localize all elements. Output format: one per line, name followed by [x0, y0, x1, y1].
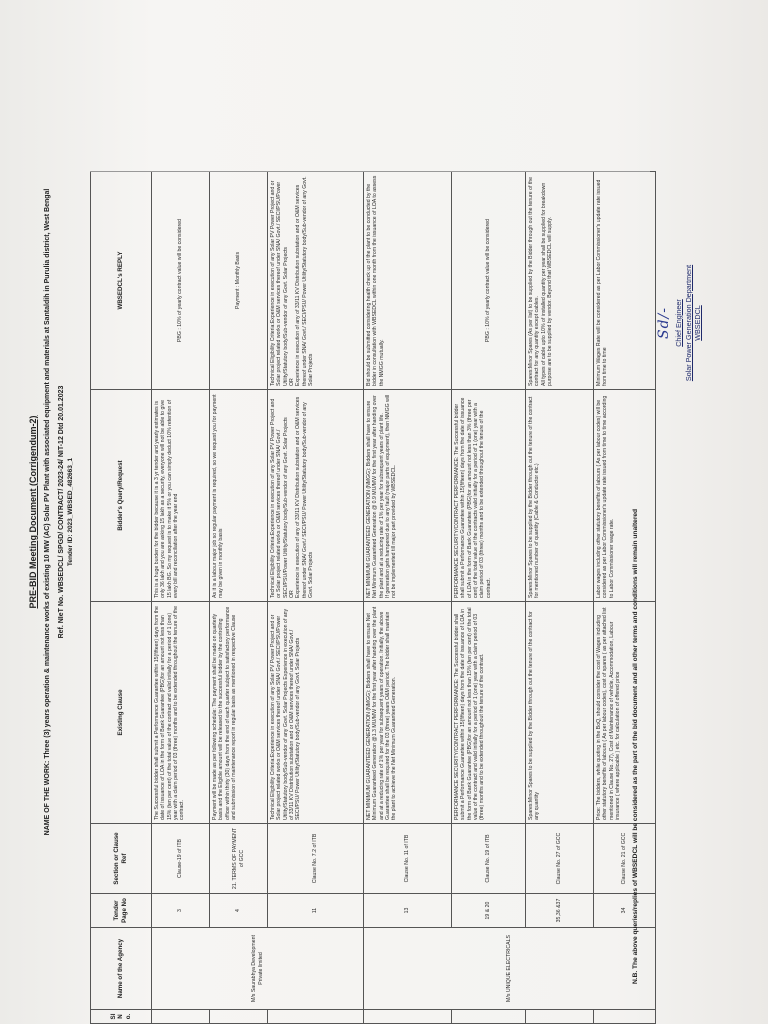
- cell-query: Spares:Minor Spares to be supplied by the Bidder through out the tenure of the contract for mentioned number of quantity (Cable & Conductor etc.): [526, 390, 594, 602]
- cell-page: 3: [152, 894, 210, 928]
- signatory-department: Solar Power Generation Department: [683, 264, 693, 382]
- cell-clause-ref: Clause No. 11 of ITB: [364, 824, 452, 894]
- cell-existing: Technical Eligibility Criteria:Experience in execution of any Solar PV Power Project and or Solar project related works or O&M services thereof under SNA/ Govt./ SECI/PSU/Power Utility/Statutory body/Sub-vendor of any Govt. Solar Projects Experience in execution of any of 33/11 KV Distribution substation and or O&M services thereof under SNA/ Govt./ SECI/PSU/ Power Utility/Statutory body/Sub-vendor of any Govt. Solar Projects: [268, 602, 364, 824]
- name-of-work: NAME OF THE WORK: Three (3) years operation & maintenance works of existing 10 MW (AC) Solar PV Plant with associated equipment and materials at Santaldih in Purulia district, West Bengal: [44, 188, 51, 836]
- cell-reply: Bid should be submitted considering health check up of the plant to be conducted by the bidder in consultation with WBSEDCL within one month from the issuance of LOA to assess the NMGG mutually.: [364, 172, 452, 390]
- cell-existing: PERFORMANCE SECURITY/CONTRACT PERFORMANCE: The Successful bidder shall submit a Performance Guarantee within 15(fifteen) days from the date of issuance of LOA in the form of Bank Guarantee (PBG)for an amount not less than 15% (ten per cent) of the total value of the contract and valid initially for a period of 1 (one) year with a claim period of 03 (three) months and to be extended throughout the tenure of the contract.: [452, 602, 526, 824]
- cell-query: NET MINIMUM GUARANTEED GENERATION (NMGG): Bidders shall have to ensure Net Minimum Guaranteed Generation @ 0.9 MU/MW for the first year after handing over the plant and at a reducing rate of 1% per year for subsequent years of plant life. If generation gets hampered due to any fault (major parts of equipment), then NMGG will not be implemented till major part provided by WBSEDCL.: [364, 390, 452, 602]
- signatory-org: WBSEDCL: [693, 305, 703, 341]
- cell-page: 35,36 &37: [526, 894, 594, 928]
- cell-query: Labor wages including other statutory benefits of labours ( As per labour codes) will be considered as per Labor Commissioner's update rate issued from time to time according to Labor Commissioner wage rate.: [594, 390, 656, 602]
- cell-sl: [452, 1010, 526, 1024]
- cell-existing: NET MINIMUM GUARANTEED GENERATION (NMGG): Bidders shall have to ensure Net Minimum Guaranteed Generation @1.3 MU/MW for the first year after handing over the plant and at a reducing rate of 1% per year for subsequent years of operation. Initially, the above Guarantee shall be required for the 03 (three) years O&M period. The bidder shall maintain the plant to achieve the Net Minimum Guaranteed Generation.: [364, 602, 452, 824]
- tender-id: Tender ID: 2023_WBSED_482663_1: [67, 457, 74, 567]
- cell-reply: Spares:Minor Spares (As per list) to be supplied by the Bidder through out the tenure of the contract for any quantity except cables. All types of cable upto 10% of installed quantity per year shall be supplied for breakdown purpose are to be supplied by vendor. Beyond that WBSEDCL will supply.: [526, 172, 594, 390]
- table-header-row: [91, 172, 152, 1024]
- col-page: Tender Page No: [91, 894, 152, 928]
- col-existing-clause: Existing Clause: [91, 602, 152, 824]
- cell-clause-ref: Clause No. 27 of GCC: [526, 824, 594, 894]
- table-row: [452, 172, 526, 1024]
- cell-page: 34: [594, 894, 656, 928]
- col-reply: WBSEDCL's REPLY: [91, 172, 152, 390]
- signature-block: [655, 218, 703, 428]
- col-bidder-query: Bidder's Query/Request: [91, 390, 152, 602]
- cell-existing: The Successful bidder shall submit a Performance Guarantee within 15(fifteen) days from the date of issuance of LOA in the form of Bank Guarantee (PBG)for an amount not less than 15% (ten per cent) of the total value of the contract and valid initially for a period of 1 (one) year with a claim period of 03 (three) months and to be extended throughout the tenure of the contract.: [152, 602, 210, 824]
- cell-clause-ref: Clause-19 of ITB: [152, 824, 210, 894]
- footer-note: N.B. The above queries/replies of WBSEDCL will be considered as the part of the bid document and all other terms and conditions will remain unaltered: [632, 508, 639, 984]
- cell-sl: [268, 1010, 364, 1024]
- query-reply-table: [90, 171, 656, 1024]
- signature-scrawl: Sd/-: [656, 307, 672, 339]
- cell-query: PERFORMANCE SECURITY/CONTRACT PERFORMANCE: The Successful bidder shall submit a Performance Guarantee within 15(fifteen) days from the date of issuance of LOA in the form of Bank Guarantee (PBG)for an amount not less than 3% (three per cent) of the total value of the contracts valid initially for a period of 1 (one) year with a claim period of 03 (three) months and to be extended throughout the tenure of the contract.: [452, 390, 526, 602]
- cell-page: 4: [210, 894, 268, 928]
- cell-reply: PBG : 10% of yearly contract value will be considered: [152, 172, 210, 390]
- cell-page: 13: [364, 894, 452, 928]
- cell-query: Technical Eligibility Criteria:Experience in execution of any Solar PV Power Project and or Solar project related works or O&M services thereof under SNA/ Govt./ SECI/PSU/Power Utility/Statutory body/Sub-vendor of any Govt. Solar Projects OR Experience in execution of any of 33/11 KV Distribution substation and or O&M services thereof under SNA/ Govt./ SECI/PSU/ Power Utility/Statutory body/Sub-vendor of any Govt. Solar Projects: [268, 390, 364, 602]
- table-row: [268, 172, 364, 1024]
- table-row: [364, 172, 452, 1024]
- cell-reply: Technical Eligibility Criteria:Experience in execution of any Solar PV Power Project and or Solar project related works or O&M services thereof under SNA/ Govt./ SECI/PSU/Power Utility/Statutory body/Sub-vendor of any Govt. Solar Projects OR Experience in execution of any of 33/11 KV Distribution substation and or O&M services thereof under SNA/ Govt./ SECI/PSU/ Power Utility/Statutory body/Sub-vendor of any Govt. Solar Projects: [268, 172, 364, 390]
- col-agency: Name of the Agency: [91, 928, 152, 1010]
- cell-sl: [526, 1010, 594, 1024]
- cell-page: 11: [268, 894, 364, 928]
- cell-clause-ref: Clause No. 21 of GCC: [594, 824, 656, 894]
- cell-query: As it is a labour major job so regular payment is required, so we request you for payment may be given in monthly basis: [210, 390, 268, 602]
- cell-clause-ref: 21. TERMS OF PAYMENT of GCC: [210, 824, 268, 894]
- cell-existing: Payment will be made as per following schedule: The payment shall be made on quarterly basis and the Eligible amount will be released to the successful bidder by the controlling officer within thirty (30) days from the end of each quarter subject to satisfactory performance and submission of maintenance report in regular basis as mentioned in respective Clause: [210, 602, 268, 824]
- cell-sl: [364, 1010, 452, 1024]
- cell-sl: [210, 1010, 268, 1024]
- cell-existing: Spares:Minor Spares to be supplied by the Bidder through out the tenure of the contract for any quantity: [526, 602, 594, 824]
- table-row: [210, 172, 268, 1024]
- signatory-designation: Chief Engineer: [673, 299, 683, 347]
- cell-sl: [152, 1010, 210, 1024]
- cell-reply: Payment : Monthly Basis: [210, 172, 268, 390]
- cell-page: 19 & 20: [452, 894, 526, 928]
- cell-existing: Price: The bidders, while quoting in the BoQ, should consider the cost of Wages including other statutory benefits of labours ( As per labour codes), cost of spares ( as per attached list mentioned in Clause No. 27), Cost of Maintenance of vehicle, Accommodation, Labour insurance ( where applicable ) etc. for calculation of offered price: [594, 602, 656, 824]
- cell-clause-ref: Clause No. 19 of ITB: [452, 824, 526, 894]
- col-clause-ref: Section or Clause Ref: [91, 824, 152, 894]
- cell-agency: M/s Saurabhya Development Private limited: [152, 928, 364, 1010]
- table-row: [526, 172, 594, 1024]
- cell-agency: M/s UNIQUE ELECTRICALS: [364, 928, 656, 1010]
- reference-number: Ref. NIeT No. WBSEDCL/ SPGD/ CONTRACT/ 2023-24/ NIT-12 Dtd 20.01.2023: [58, 385, 65, 639]
- cell-reply: PBG : 10% of yearly contract value will be considered: [452, 172, 526, 390]
- cell-sl: [594, 1010, 656, 1024]
- table-row: [152, 172, 210, 1024]
- cell-reply: Minimum Wages Rate will be considered as per Labor Commissioner's update rate issued from time to time: [594, 172, 656, 390]
- col-sl: Sl No.: [91, 1010, 152, 1024]
- table-edge-divider: [90, 171, 650, 172]
- cell-clause-ref: Clause No. 7.2 of ITB: [268, 824, 364, 894]
- cell-query: This is a huge burden for the bidder because it is a 3 yr tender and yearly estimates is only 36 lakh and you are asking 15 lakh as a security, everyone will not be able to give 15 lakh BG. So my request is to make it 5% or you can simply deduct 10% retention of every bill and reconciliation after the year end: [152, 390, 210, 602]
- table-row: [594, 172, 656, 1024]
- document-title: PRE-BID Meeting Document (Corrigendum-2): [28, 415, 38, 609]
